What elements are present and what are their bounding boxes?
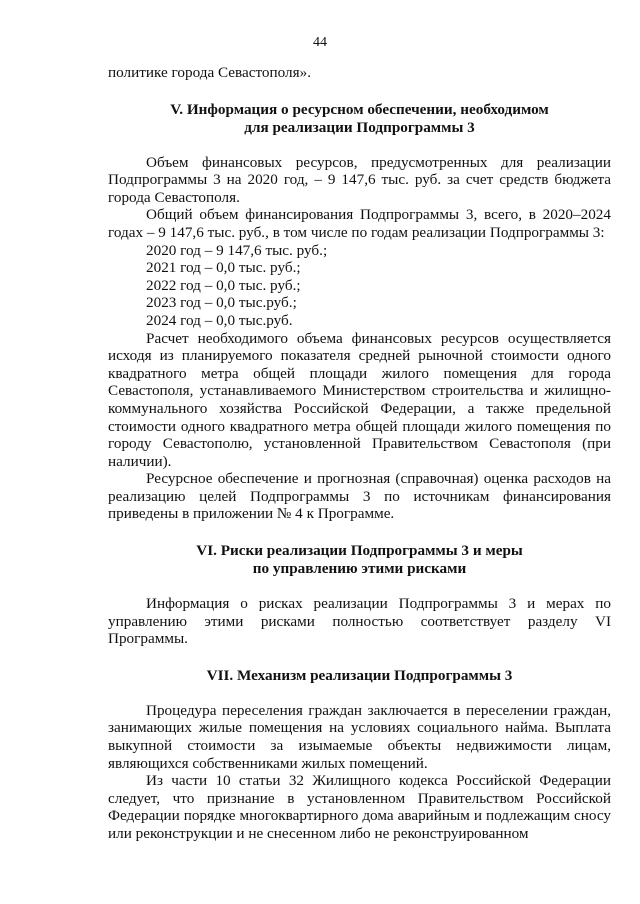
- section-6-heading: [108, 542, 611, 578]
- section-7-heading-line-1: VII. Механизм реализации Подпрограммы 3: [206, 666, 513, 684]
- section-5-paragraph-1: Объем финансовых ресурсов, предусмотренных для реализации Подпрограммы 3 на 2020 год, – 9 147,6 тыс. руб. за счет средств бюджета города Севастополя.: [108, 153, 611, 206]
- funding-year-2023: 2023 год – 0,0 тыс.руб.;: [146, 294, 297, 312]
- section-5-paragraph-3: Расчет необходимого объема финансовых ресурсов осуществляется исходя из планируемого показателя средней рыночной стоимости одного квадратного метра общей площади жилого помещения для города Севастополя, устанавливаемого Министерством строительства и жилищно-коммунального хозяйства Российской Федерации, а также предельной стоимости одного квадратного метра общей площади жилого помещения по городу Севастополю, установленной Правительством Севастополя (при наличии).: [108, 329, 611, 470]
- funding-year-2024: 2024 год – 0,0 тыс.руб.: [146, 311, 293, 329]
- funding-year-2021: 2021 год – 0,0 тыс. руб.;: [146, 259, 301, 277]
- section-7-paragraph-2: Из части 10 статьи 32 Жилищного кодекса Российской Федерации следует, что признание в установленном Правительством Российской Федерации порядке многоквартирного дома аварийным и подлежащим сносу или реконструкции и не снесенном либо не реконструированном: [108, 772, 611, 842]
- section-7-heading: [108, 667, 611, 685]
- document-body: [108, 64, 611, 843]
- section-6-heading-line-1: VI. Риски реализации Подпрограммы 3 и меры: [196, 542, 523, 560]
- section-5-heading-line-2: для реализации Подпрограммы 3: [244, 118, 475, 136]
- funding-by-year-list: [108, 242, 611, 330]
- section-7-paragraph-1: Процедура переселения граждан заключается в переселении граждан, занимающих жилые помещения на условиях социального найма. Выплата выкупной стоимости за изымаемые объекты недвижимости лицам, являющихся собственниками жилых помещений.: [108, 701, 611, 772]
- intro-line: политике города Севастополя».: [108, 64, 312, 81]
- funding-year-2022: 2022 год – 0,0 тыс. руб.;: [146, 276, 301, 294]
- section-5-heading: [108, 101, 611, 137]
- section-6-heading-line-2: по управлению этими рисками: [252, 560, 467, 578]
- page-number: 44: [313, 35, 327, 50]
- funding-year-2020: 2020 год – 9 147,6 тыс. руб.;: [146, 241, 328, 259]
- section-5-paragraph-2: Общий объем финансирования Подпрограммы 3, всего, в 2020–2024 годах – 9 147,6 тыс. руб., в том числе по годам реализации Подпрограммы 3:: [108, 206, 611, 241]
- section-5-paragraph-4: Ресурсное обеспечение и прогнозная (справочная) оценка расходов на реализацию целей Подпрограммы 3 по источникам финансирования приведены в приложении № 4 к Программе.: [108, 470, 611, 523]
- section-5-heading-line-1: V. Информация о ресурсном обеспечении, необходимом: [170, 100, 549, 118]
- section-6-paragraph-1: Информация о рисках реализации Подпрограммы 3 и мерах по управлению этими рисками полностью соответствует разделу VI Программы.: [108, 595, 611, 648]
